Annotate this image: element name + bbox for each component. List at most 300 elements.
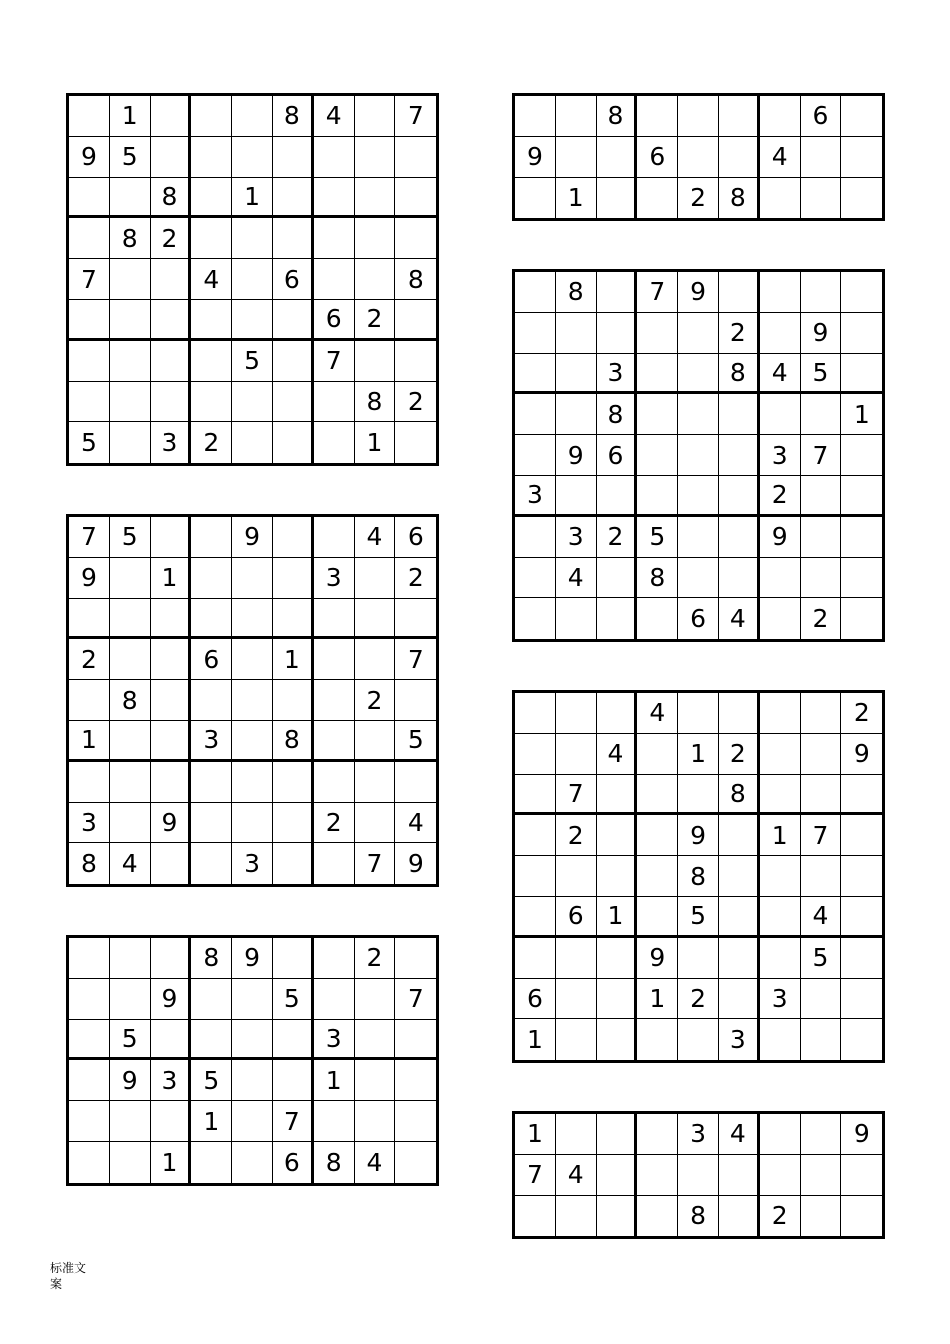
sudoku-cell: 2: [760, 1196, 801, 1237]
footer-line-2: 案: [50, 1277, 63, 1291]
sudoku-cell: [556, 693, 597, 734]
sudoku-cell: 3: [151, 422, 192, 463]
sudoku-cell: [314, 762, 355, 803]
sudoku-cell: [841, 476, 882, 517]
sudoku-cell: [110, 341, 151, 382]
sudoku-cell: 3: [515, 476, 556, 517]
sudoku-cell: [801, 558, 842, 599]
sudoku-cell: [637, 856, 678, 897]
sudoku-cell: [355, 96, 396, 137]
sudoku-cell: [110, 422, 151, 463]
sudoku-cell: [760, 558, 801, 599]
sudoku-cell: 9: [407, 849, 424, 879]
sudoku-cell: [760, 178, 801, 219]
sudoku-cell: 4: [355, 1142, 396, 1183]
sudoku-cell: [597, 598, 638, 639]
sudoku-cell: [69, 300, 110, 341]
sudoku-cell: [801, 394, 842, 435]
sudoku-cell: [719, 897, 760, 938]
sudoku-cell: [637, 815, 678, 856]
sudoku-cell: 2: [355, 680, 396, 721]
sudoku-cell: 5: [678, 897, 719, 938]
sudoku-cell: [395, 341, 436, 382]
sudoku-cell: [515, 272, 556, 313]
sudoku-cell: 9: [110, 1060, 151, 1101]
sudoku-cell: 4: [191, 259, 232, 300]
sudoku-cell: 1: [556, 178, 597, 219]
sudoku-cell: [515, 435, 556, 476]
sudoku-cell: 4: [760, 137, 801, 178]
sudoku-cell: [191, 341, 232, 382]
sudoku-cell: [597, 693, 638, 734]
sudoku-cell: 8: [719, 775, 760, 816]
sudoku-cell: [355, 259, 396, 300]
sudoku-cell: [151, 639, 192, 680]
sudoku-cell: [637, 476, 678, 517]
sudoku-cell: [232, 1020, 273, 1061]
sudoku-cell: [678, 517, 719, 558]
sudoku-cell: [801, 137, 842, 178]
sudoku-cell: 4: [110, 843, 151, 884]
sudoku-cell: [760, 1114, 801, 1155]
sudoku-cell: [273, 938, 314, 979]
sudoku-cell: [678, 435, 719, 476]
sudoku-cell: [637, 734, 678, 775]
sudoku-cell: [760, 313, 801, 354]
sudoku-cell: [678, 1155, 719, 1196]
sudoku-cell: 4: [801, 897, 842, 938]
sudoku-cell: 3: [556, 517, 597, 558]
sudoku-cell: 6: [678, 598, 719, 639]
sudoku-cell: [273, 599, 314, 640]
sudoku-cell: [719, 517, 760, 558]
footer-line-1: 标准文: [50, 1261, 87, 1275]
sudoku-cell: [597, 476, 638, 517]
sudoku-cell: [597, 137, 638, 178]
sudoku-cell: [191, 843, 232, 884]
sudoku-cell: 4: [760, 354, 801, 395]
sudoku-cell: [760, 734, 801, 775]
sudoku-cell: [232, 137, 273, 178]
sudoku-cell: [556, 96, 597, 137]
sudoku-cell: 7: [355, 843, 396, 884]
sudoku-cell: 9: [151, 803, 192, 844]
sudoku-cell: [719, 435, 760, 476]
sudoku-cell: [314, 178, 355, 219]
sudoku-cell: 2: [69, 639, 110, 680]
sudoku-cell: [273, 517, 314, 558]
sudoku-cell: [232, 300, 273, 341]
sudoku-cell: [515, 517, 556, 558]
sudoku-cell: [515, 313, 556, 354]
sudoku-cell: 8: [556, 272, 597, 313]
sudoku-cell: 8: [395, 259, 436, 300]
sudoku-cell: [232, 599, 273, 640]
sudoku-cell: [678, 938, 719, 979]
sudoku-cell: [801, 1196, 842, 1237]
sudoku-cell: 5: [191, 1060, 232, 1101]
sudoku-cell: [637, 1196, 678, 1237]
sudoku-cell: 3: [760, 979, 801, 1020]
sudoku-cell: [801, 775, 842, 816]
sudoku-cell: 2: [801, 598, 842, 639]
sudoku-cell: [110, 762, 151, 803]
sudoku-cell: [637, 598, 678, 639]
sudoku-cell: [678, 693, 719, 734]
sudoku-cell: 8: [597, 96, 638, 137]
sudoku-cell: [395, 599, 436, 640]
sudoku-cell: [801, 476, 842, 517]
sudoku-cell: [760, 1019, 801, 1060]
sudoku-cell: [191, 517, 232, 558]
sudoku-cell: 1: [273, 639, 314, 680]
sudoku-cell: 3: [151, 1060, 192, 1101]
sudoku-cell: [151, 599, 192, 640]
sudoku-cell: [678, 354, 719, 395]
sudoku-cell: 1: [314, 1060, 355, 1101]
sudoku-cell: 5: [801, 354, 842, 395]
sudoku-cell: [637, 394, 678, 435]
sudoku-cell: [678, 137, 719, 178]
sudoku-cell: 8: [314, 1142, 355, 1183]
sudoku-cell: [69, 762, 110, 803]
sudoku-cell: 2: [678, 979, 719, 1020]
sudoku-cell: 1: [232, 178, 273, 219]
sudoku-cell: 2: [719, 734, 760, 775]
sudoku-cell: 1: [597, 897, 638, 938]
sudoku-cell: 2: [151, 218, 192, 259]
sudoku-cell: [151, 96, 192, 137]
sudoku-cell: [801, 517, 842, 558]
sudoku-cell: [841, 517, 882, 558]
sudoku-cell: [273, 843, 314, 884]
sudoku-cell: [110, 599, 151, 640]
sudoku-cell: [314, 259, 355, 300]
sudoku-cell: [355, 1060, 396, 1101]
sudoku-cell: 2: [760, 476, 801, 517]
sudoku-cell: [556, 1019, 597, 1060]
sudoku-cell: [678, 558, 719, 599]
sudoku-cell: [314, 938, 355, 979]
sudoku-cell: 1: [841, 394, 882, 435]
sudoku-cell: 7: [273, 1101, 314, 1142]
sudoku-cell: 7: [69, 517, 110, 558]
sudoku-cell: [314, 843, 355, 884]
sudoku-cell: [355, 218, 396, 259]
sudoku-cell: [69, 979, 110, 1020]
sudoku-cell: [191, 1142, 232, 1183]
sudoku-cell: [273, 803, 314, 844]
sudoku-cell: 8: [69, 843, 110, 884]
sudoku-cell: [191, 979, 232, 1020]
sudoku-cell: [760, 1155, 801, 1196]
sudoku-cell: [556, 979, 597, 1020]
sudoku-cell: 4: [637, 693, 678, 734]
sudoku-cell: [719, 96, 760, 137]
sudoku-cell: [637, 775, 678, 816]
sudoku-cell: [801, 856, 842, 897]
sudoku-cell: [191, 300, 232, 341]
sudoku-cell: [597, 815, 638, 856]
sudoku-cell: [151, 300, 192, 341]
sudoku-cell: [232, 1101, 273, 1142]
sudoku-cell: [515, 693, 556, 734]
sudoku-cell: [801, 734, 842, 775]
sudoku-cell: 1: [355, 422, 396, 463]
sudoku-cell: 9: [637, 938, 678, 979]
sudoku-cell: [110, 938, 151, 979]
sudoku-cell: 8: [678, 1196, 719, 1237]
sudoku-cell: [69, 1101, 110, 1142]
sudoku-cell: [719, 693, 760, 734]
sudoku-cell: [355, 137, 396, 178]
sudoku-cell: [841, 1019, 882, 1060]
sudoku-cell: 3: [719, 1019, 760, 1060]
sudoku-cell: [151, 517, 192, 558]
sudoku-cell: [151, 938, 192, 979]
sudoku-cell: [395, 1020, 436, 1061]
sudoku-cell: [314, 680, 355, 721]
sudoku-cell: [69, 382, 110, 423]
sudoku-cell: [314, 639, 355, 680]
sudoku-cell: [719, 394, 760, 435]
sudoku-cell: [841, 558, 882, 599]
sudoku-cell: [395, 137, 436, 178]
sudoku-cell: [841, 856, 882, 897]
sudoku-cell: 4: [395, 803, 436, 844]
sudoku-cell: 9: [678, 272, 719, 313]
sudoku-cell: 2: [355, 938, 396, 979]
sudoku-cell: 4: [556, 558, 597, 599]
sudoku-cell: 1: [637, 979, 678, 1020]
sudoku-cell: 2: [841, 693, 882, 734]
sudoku-cell: 6: [515, 979, 556, 1020]
sudoku-cell: [314, 137, 355, 178]
sudoku-cell: [841, 598, 882, 639]
sudoku-cell: [151, 1020, 192, 1061]
sudoku-cell: [151, 382, 192, 423]
sudoku-cell: 8: [151, 178, 192, 219]
sudoku-cell: [232, 218, 273, 259]
sudoku-cell: 8: [719, 354, 760, 395]
sudoku-cell: [232, 558, 273, 599]
sudoku-cell: [232, 803, 273, 844]
sudoku-cell: [395, 422, 436, 463]
sudoku-cell: [841, 354, 882, 395]
sudoku-cell: [515, 897, 556, 938]
sudoku-cell: [273, 680, 314, 721]
sudoku-cell: [314, 517, 355, 558]
sudoku-cell: 6: [556, 897, 597, 938]
sudoku-cell: [273, 218, 314, 259]
sudoku-grid-5: [512, 269, 885, 642]
sudoku-cell: 8: [719, 178, 760, 219]
sudoku-cell: 4: [719, 1114, 760, 1155]
sudoku-cell: [355, 178, 396, 219]
sudoku-cell: 6: [273, 1142, 314, 1183]
sudoku-cell: 9: [515, 137, 556, 178]
sudoku-cell: [232, 259, 273, 300]
sudoku-cell: [556, 856, 597, 897]
sudoku-cell: [314, 979, 355, 1020]
sudoku-cell: 2: [719, 313, 760, 354]
sudoku-cell: 4: [355, 517, 396, 558]
sudoku-cell: [355, 762, 396, 803]
sudoku-cell: 8: [110, 680, 151, 721]
sudoku-cell: 9: [151, 979, 192, 1020]
sudoku-cell: [719, 1196, 760, 1237]
sudoku-cell: 6: [314, 300, 355, 341]
sudoku-cell: 6: [273, 259, 314, 300]
sudoku-cell: [597, 1019, 638, 1060]
sudoku-cell: 2: [355, 300, 396, 341]
sudoku-cell: [232, 721, 273, 762]
sudoku-cell: [69, 1142, 110, 1183]
sudoku-cell: [719, 558, 760, 599]
sudoku-cell: [637, 435, 678, 476]
sudoku-cell: [637, 178, 678, 219]
sudoku-cell: [760, 598, 801, 639]
sudoku-cell: [395, 938, 436, 979]
sudoku-cell: 9: [232, 938, 273, 979]
sudoku-cell: [678, 313, 719, 354]
sudoku-cell: [841, 897, 882, 938]
sudoku-cell: [678, 96, 719, 137]
sudoku-cell: [69, 599, 110, 640]
sudoku-cell: [151, 1101, 192, 1142]
sudoku-cell: [110, 1101, 151, 1142]
sudoku-cell: 8: [273, 96, 314, 137]
sudoku-cell: 1: [515, 1114, 556, 1155]
sudoku-cell: [841, 435, 882, 476]
sudoku-cell: 6: [597, 435, 638, 476]
sudoku-cell: [69, 680, 110, 721]
sudoku-cell: [801, 1155, 842, 1196]
sudoku-cell: 5: [69, 422, 110, 463]
sudoku-cell: [232, 1142, 273, 1183]
sudoku-cell: [314, 422, 355, 463]
sudoku-cell: [678, 394, 719, 435]
sudoku-cell: [110, 803, 151, 844]
sudoku-cell: [556, 938, 597, 979]
sudoku-cell: [760, 775, 801, 816]
sudoku-grid-1: [66, 93, 439, 466]
sudoku-cell: [69, 178, 110, 219]
sudoku-cell: [151, 259, 192, 300]
sudoku-cell: [69, 341, 110, 382]
sudoku-cell: 9: [760, 517, 801, 558]
sudoku-cell: [841, 313, 882, 354]
sudoku-cell: [515, 96, 556, 137]
sudoku-cell: 1: [151, 1142, 192, 1183]
sudoku-cell: [760, 394, 801, 435]
sudoku-cell: [719, 476, 760, 517]
sudoku-cell: [355, 721, 396, 762]
sudoku-cell: 6: [637, 137, 678, 178]
sudoku-cell: [556, 354, 597, 395]
sudoku-cell: [232, 1060, 273, 1101]
sudoku-cell: [556, 1196, 597, 1237]
sudoku-cell: 3: [314, 1020, 355, 1061]
sudoku-cell: [191, 680, 232, 721]
sudoku-cell: [314, 382, 355, 423]
sudoku-cell: 8: [110, 218, 151, 259]
sudoku-cell: [841, 96, 882, 137]
sudoku-cell: [760, 938, 801, 979]
sudoku-cell: 7: [515, 1155, 556, 1196]
sudoku-cell: [395, 1142, 436, 1183]
sudoku-cell: [232, 639, 273, 680]
sudoku-cell: [191, 96, 232, 137]
sudoku-cell: 2: [597, 517, 638, 558]
sudoku-cell: [801, 272, 842, 313]
sudoku-grid-3: [66, 935, 439, 1186]
sudoku-cell: [151, 762, 192, 803]
sudoku-cell: [637, 1155, 678, 1196]
sudoku-cell: [760, 272, 801, 313]
sudoku-cell: [110, 558, 151, 599]
sudoku-cell: [597, 313, 638, 354]
sudoku-cell: 7: [801, 815, 842, 856]
sudoku-cell: [801, 178, 842, 219]
sudoku-cell: [69, 1020, 110, 1061]
sudoku-cell: 2: [395, 382, 436, 423]
sudoku-cell: [151, 721, 192, 762]
sudoku-cell: 8: [355, 382, 396, 423]
sudoku-cell: [597, 979, 638, 1020]
sudoku-cell: [395, 178, 436, 219]
sudoku-grid-7: [512, 1111, 885, 1239]
sudoku-cell: [355, 599, 396, 640]
sudoku-cell: [556, 313, 597, 354]
sudoku-cell: [556, 598, 597, 639]
sudoku-cell: 9: [232, 517, 273, 558]
sudoku-cell: 5: [110, 1020, 151, 1061]
sudoku-cell: [637, 897, 678, 938]
sudoku-cell: 5: [110, 517, 151, 558]
sudoku-cell: [110, 178, 151, 219]
sudoku-cell: 8: [637, 558, 678, 599]
sudoku-cell: [110, 300, 151, 341]
sudoku-cell: 8: [678, 856, 719, 897]
sudoku-cell: [678, 476, 719, 517]
sudoku-cell: [597, 558, 638, 599]
sudoku-cell: 7: [556, 775, 597, 816]
sudoku-cell: [191, 599, 232, 640]
sudoku-cell: 6: [801, 96, 842, 137]
sudoku-cell: 2: [395, 558, 436, 599]
sudoku-cell: [355, 1020, 396, 1061]
sudoku-cell: [760, 693, 801, 734]
sudoku-cell: [314, 1101, 355, 1142]
sudoku-cell: [355, 558, 396, 599]
sudoku-cell: 1: [151, 558, 192, 599]
sudoku-cell: [597, 1196, 638, 1237]
sudoku-cell: [515, 558, 556, 599]
sudoku-cell: [110, 259, 151, 300]
sudoku-cell: [841, 775, 882, 816]
sudoku-cell: [232, 422, 273, 463]
sudoku-cell: [151, 341, 192, 382]
sudoku-cell: 2: [556, 815, 597, 856]
sudoku-cell: 6: [191, 639, 232, 680]
sudoku-cell: [719, 137, 760, 178]
sudoku-cell: 3: [314, 558, 355, 599]
sudoku-cell: [597, 775, 638, 816]
sudoku-cell: [556, 1114, 597, 1155]
sudoku-cell: 7: [314, 341, 355, 382]
sudoku-cell: 7: [395, 96, 436, 137]
